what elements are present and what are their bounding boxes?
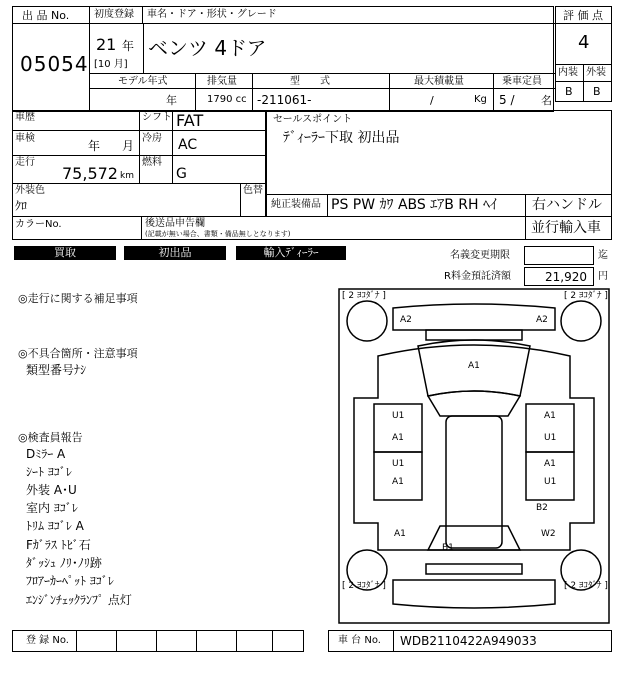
tire-front-left	[347, 301, 387, 341]
exterior-grade: B	[593, 85, 601, 98]
damage-label: A1	[544, 411, 556, 421]
spec-div-2	[252, 73, 253, 112]
inspector-line: ｼｰﾄ ﾖｺﾞﾚ	[26, 465, 72, 479]
displacement-label: 排気量	[207, 76, 237, 87]
spec-div-1	[195, 73, 196, 112]
inspector-line: 室内 ﾖｺﾞﾚ	[26, 501, 78, 515]
fuel-value: G	[176, 166, 187, 182]
ext-color-value: ｸﾛ	[15, 199, 28, 213]
damage-label: A1	[394, 529, 406, 539]
load-slash: /	[430, 94, 434, 107]
first-reg-year: 21	[96, 35, 117, 54]
damage-label: U1	[392, 459, 405, 469]
model-desc-label: 車名・ドア・形状・グレード	[147, 9, 277, 20]
sales-point-label: セールスポイント	[273, 114, 353, 125]
inspector-line: 外装 A･U	[26, 483, 77, 497]
exterior-label: 外装	[586, 67, 606, 78]
import-dealer-tag: 輸入ﾃﾞｨｰﾗｰ	[236, 246, 346, 260]
spec-line-top	[89, 73, 555, 74]
reg-div-6	[272, 630, 273, 652]
front-bumper-outline	[393, 304, 555, 330]
recycle-value: 21,920	[545, 270, 587, 284]
equipment-value: PS PW ｶﾜ ABS ｴｱB RH ﾍｲ	[331, 197, 497, 213]
equipment-label: 純正装備品	[271, 199, 321, 210]
history-label: 車歴	[15, 112, 35, 123]
inspector-line: Dﾐﾗｰ A	[26, 447, 66, 461]
color-change-div	[240, 183, 241, 217]
shift-value: FAT	[176, 111, 204, 130]
defects-header: ◎不具合箇所・注意事項	[18, 347, 138, 360]
displacement-value: 1790 cc	[207, 94, 247, 105]
aftermarket-note: (記載が無い場合、書類・備品無しとなります)	[145, 230, 291, 238]
damage-label: A1	[392, 433, 404, 443]
lot-no-label: 出 品 No.	[22, 9, 70, 22]
capacity-value: 5 /	[499, 93, 515, 107]
chassis-value: WDB2110422A949033	[400, 634, 537, 648]
aircon-label: 冷房	[142, 133, 162, 144]
sales-point-value: ﾃﾞｨｰﾗｰ下取 初出品	[283, 130, 400, 146]
mileage-unit: km	[120, 171, 134, 181]
fuel-label: 燃料	[142, 157, 162, 168]
model-year-unit: 年	[166, 94, 177, 107]
inspector-line: ﾀﾞｯｼｭ ﾉﾘ･ﾉﾘ跡	[26, 556, 102, 570]
eval-label: 評 価 点	[563, 9, 603, 22]
inspector-line: ﾌﾛｱｰｶｰﾍﾟｯﾄ ﾖｺﾞﾚ	[26, 574, 114, 588]
equipment-div-1	[327, 194, 328, 217]
header-line	[89, 23, 555, 24]
capacity-unit: 名	[541, 94, 552, 107]
year-divider	[143, 23, 144, 73]
damage-label: A1	[544, 459, 556, 469]
name-change-unit: 迄	[598, 250, 608, 261]
damage-label: B1	[442, 543, 454, 553]
front-grille	[426, 330, 522, 340]
damage-label: A2	[400, 315, 412, 325]
defects-line: 類型番号ﾅｼ	[26, 363, 87, 377]
reg-no-label: 登 録 No.	[26, 635, 69, 646]
steering-value: 右ハンドル	[532, 197, 602, 213]
corner-label: [ 2 ﾖｺﾀﾞﾅ ]	[564, 581, 608, 591]
corner-label: [ 2 ﾖｺﾀﾞﾅ ]	[342, 291, 386, 301]
mileage-label: 走行	[15, 157, 35, 168]
spec-div-4	[493, 73, 494, 112]
name-change-box	[524, 246, 594, 265]
type-value: -211061-	[257, 93, 312, 107]
reg-div-3	[156, 630, 157, 652]
damage-label: A2	[536, 315, 548, 325]
aftermarket-label: 後送品申告欄	[145, 218, 205, 229]
rear-bumper-outline	[393, 580, 555, 608]
ext-color-label: 外装色	[15, 185, 45, 196]
rear-plate	[426, 564, 522, 574]
damage-label: A1	[392, 477, 404, 487]
interior-grade: B	[565, 85, 573, 98]
damage-label: U1	[544, 433, 557, 443]
mileage-value: 75,572	[62, 164, 118, 183]
details-div-1	[139, 110, 140, 184]
reg-div-4	[196, 630, 197, 652]
driving-notes-header: ◎走行に関する補足事項	[18, 292, 138, 305]
eval-line-1	[555, 23, 612, 24]
damage-label: A1	[468, 361, 480, 371]
windshield	[428, 391, 520, 416]
recycle-unit: 円	[598, 271, 608, 282]
corner-label: [ 2 ﾖｺﾀﾞﾅ ]	[342, 581, 386, 591]
inspector-line: ｴﾝｼﾞﾝﾁｪｯｸﾗﾝﾌﾟ 点灯	[26, 593, 132, 607]
inspection-label: 車検	[15, 133, 35, 144]
ext-color-block	[12, 183, 266, 217]
chassis-label: 車 台 No.	[338, 635, 381, 646]
reg-div-5	[236, 630, 237, 652]
first-reg-month: [10 月]	[94, 59, 128, 70]
color-change-label: 色替	[243, 185, 263, 196]
car-condition-diagram	[338, 288, 610, 624]
corner-label: [ 2 ﾖｺﾀﾞﾅ ]	[564, 291, 608, 301]
max-load-label: 最大積載量	[414, 76, 464, 87]
details-div-2	[172, 110, 173, 184]
diagram-frame	[339, 289, 609, 623]
interior-label: 内装	[558, 67, 578, 78]
import-value: 並行輸入車	[531, 220, 601, 236]
recycle-label: R料金預託済額	[444, 271, 511, 282]
eval-line-3	[555, 81, 612, 82]
chassis-div	[393, 630, 394, 652]
spec-div-3	[389, 73, 390, 112]
shift-label: シフト	[142, 112, 172, 123]
type-label: 型 式	[290, 76, 330, 87]
inspection-year: 年	[88, 139, 101, 153]
reg-div-2	[116, 630, 117, 652]
roof	[446, 416, 502, 548]
inspection-month: 月	[122, 139, 135, 153]
eval-divider	[583, 64, 584, 102]
car-name: ベンツ 4ドア	[148, 36, 267, 60]
body-outline	[354, 345, 594, 550]
buy-tag: 買取	[14, 246, 116, 260]
name-change-label: 名義変更期限	[450, 250, 510, 261]
first-reg-label: 初度登録	[94, 9, 134, 20]
damage-label: B2	[536, 503, 548, 513]
reg-div-1	[76, 630, 77, 652]
aircon-value: AC	[178, 137, 198, 153]
load-unit: Kg	[474, 94, 487, 105]
tire-front-right	[561, 301, 601, 341]
first-reg-year-unit: 年	[122, 39, 135, 53]
lot-no: 05054	[20, 52, 89, 76]
damage-label: U1	[392, 411, 405, 421]
damage-label: W2	[541, 529, 556, 539]
color-no-label: カラーNo.	[15, 219, 62, 230]
inspector-header: ◎検査員報告	[18, 431, 83, 444]
spec-line-mid	[89, 88, 555, 89]
eval-score: 4	[578, 32, 590, 53]
first-listing-tag: 初出品	[124, 246, 226, 260]
capacity-label: 乗車定員	[502, 76, 542, 87]
inspector-line: ﾄﾘﾑ ﾖｺﾞﾚ A	[26, 519, 84, 533]
damage-label: U1	[544, 477, 557, 487]
inspector-line: Fｶﾞﾗｽ ﾄﾋﾞ石	[26, 538, 91, 552]
model-year-label: モデル年式	[118, 76, 168, 87]
